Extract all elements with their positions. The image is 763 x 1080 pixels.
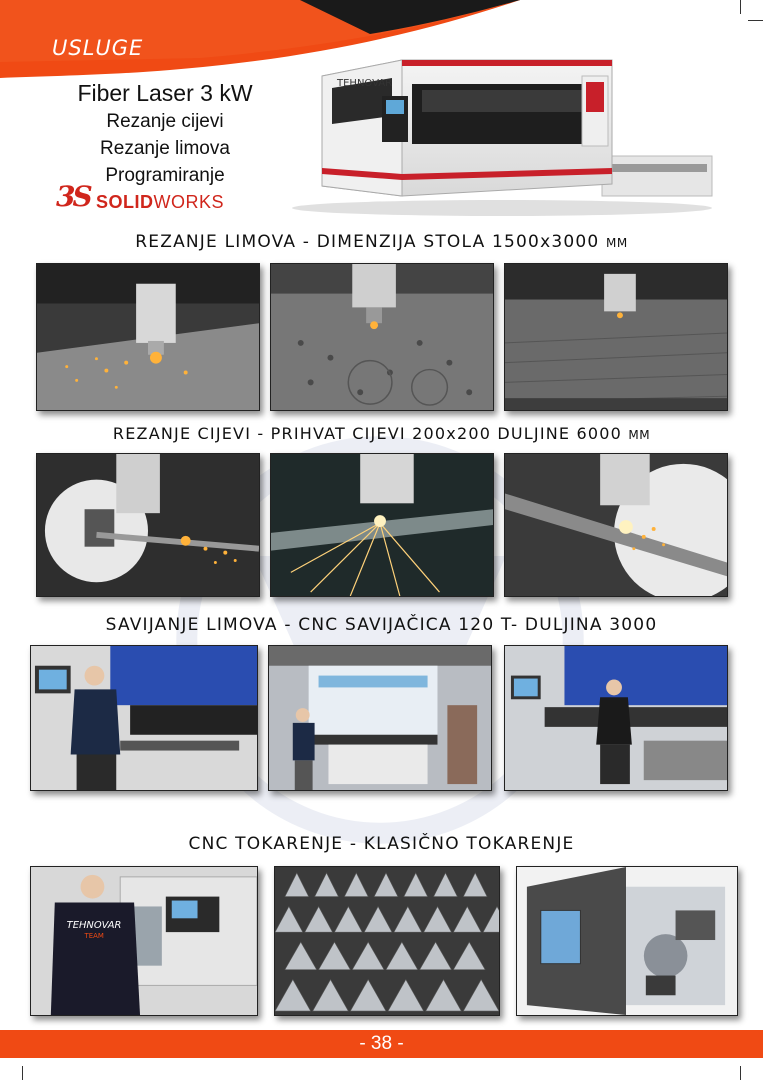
shirt-team: TEAM xyxy=(84,932,104,941)
section-title xyxy=(0,615,763,635)
crop-mark xyxy=(22,1066,23,1080)
section-title xyxy=(0,834,763,854)
section-title-text: REZANJE LIMOVA - DIMENZIJA STOLA 1500x3000 xyxy=(135,232,600,252)
crop-mark xyxy=(748,20,763,21)
solidworks-wordmark xyxy=(96,192,224,213)
photo-turned-steel-cones xyxy=(274,866,500,1016)
fiber-laser-machine-illustration xyxy=(282,56,722,216)
crop-mark xyxy=(740,0,741,14)
section-title-text: SAVIJANJE LIMOVA - CNC SAVIJAČICA 120 T- DULJINA 3000 xyxy=(105,615,658,635)
machine-brand: TEHNOVAR xyxy=(337,78,393,89)
solidworks-bold: SOLID xyxy=(96,192,154,212)
photo-laser-cutting-table xyxy=(504,263,728,411)
photo-press-brake-operator xyxy=(30,645,258,791)
crop-mark xyxy=(740,1066,741,1080)
section-title xyxy=(0,232,763,252)
photo-laser-sheet-cutting xyxy=(36,263,260,411)
section-title-text: REZANJE CIJEVI - PRIHVAT CIJEVI 200x200 DULJINE 6000 xyxy=(112,424,623,443)
intro-line: Rezanje limova xyxy=(100,138,230,159)
shirt-brand: TEHNOVAR xyxy=(66,920,122,932)
solidworks-light: WORKS xyxy=(153,192,225,212)
section-title-text: CNC TOKARENJE - KLASIČNO TOKARENJE xyxy=(188,834,575,854)
photo-tube-cutting-sparks xyxy=(270,453,494,597)
photo-cnc-lathe-interior xyxy=(516,866,738,1016)
intro-line: Programiranje xyxy=(105,165,225,186)
photo-laser-head-perforated-sheet xyxy=(270,263,494,411)
photo-press-brake-workshop xyxy=(268,645,492,791)
photo-cnc-lathe-operator xyxy=(30,866,258,1016)
intro-line: Rezanje cijevi xyxy=(106,111,224,132)
solidworks-logo xyxy=(56,180,256,220)
section-title xyxy=(0,424,763,443)
photo-tube-cutting-rotary-chuck xyxy=(504,453,728,597)
section-label: USLUGE xyxy=(52,36,144,60)
photo-tube-chuck-cutting xyxy=(36,453,260,597)
section-title-unit: MM xyxy=(606,236,628,250)
photo-press-brake-operator-back xyxy=(504,645,728,791)
page-number: - 38 - xyxy=(359,1033,404,1054)
solidworks-mark: 3S xyxy=(56,180,90,213)
intro-title: Fiber Laser 3 kW xyxy=(77,80,253,106)
section-title-unit: MM xyxy=(628,428,651,442)
intro-block xyxy=(40,78,290,189)
